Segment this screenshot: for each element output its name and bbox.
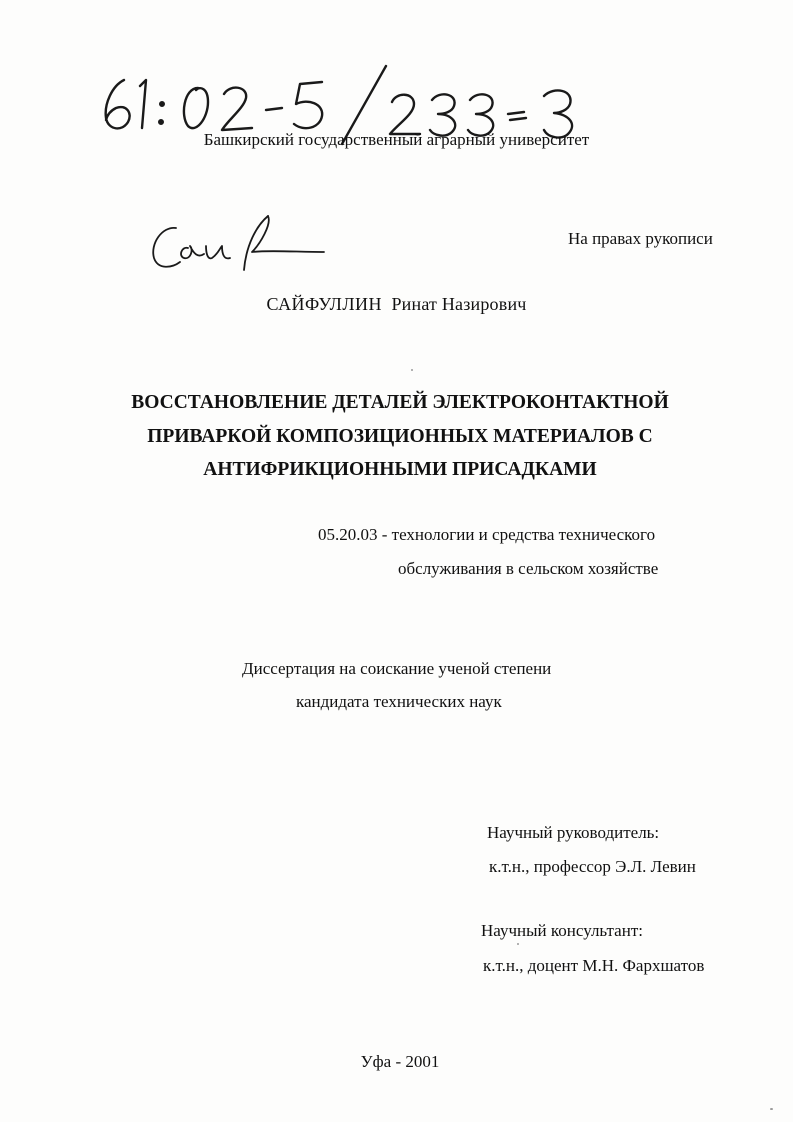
specialty-line-1: 05.20.03 - технологии и средства технического bbox=[318, 525, 656, 544]
dissertation-title-line-2: ПРИВАРКОЙ КОМПОЗИЦИОННЫХ МАТЕРИАЛОВ С bbox=[147, 426, 653, 447]
degree-line-1: Диссертация на соискание ученой степени bbox=[242, 659, 552, 678]
dissertation-title-line-1: ВОССТАНОВЛЕНИЕ ДЕТАЛЕЙ ЭЛЕКТРОКОНТАКТНОЙ bbox=[131, 392, 669, 413]
consultant-name: к.т.н., доцент М.Н. Фархшатов bbox=[483, 956, 705, 975]
university-name: Башкирский государственный аграрный университет bbox=[203, 130, 590, 149]
scan-speck bbox=[411, 369, 413, 371]
scan-speck bbox=[770, 1108, 773, 1110]
author-signature bbox=[148, 210, 328, 280]
city-and-year: Уфа - 2001 bbox=[360, 1052, 440, 1071]
manuscript-rights-note: На правах рукописи bbox=[568, 229, 713, 248]
specialty-line-2: обслуживания в сельском хозяйстве bbox=[398, 559, 659, 578]
author-surname: САЙФУЛЛИН bbox=[266, 294, 383, 314]
author-name bbox=[0, 294, 793, 315]
author-given-names: Ринат Назирович bbox=[391, 294, 527, 314]
supervisor-name: к.т.н., профессор Э.Л. Левин bbox=[489, 857, 696, 876]
scan-speck bbox=[517, 943, 519, 945]
consultant-label: Научный консультант: bbox=[481, 921, 643, 940]
supervisor-label: Научный руководитель: bbox=[487, 823, 660, 842]
dissertation-title-line-3: АНТИФРИКЦИОННЫМИ ПРИСАДКАМИ bbox=[203, 459, 597, 480]
degree-line-2: кандидата технических наук bbox=[296, 692, 502, 711]
